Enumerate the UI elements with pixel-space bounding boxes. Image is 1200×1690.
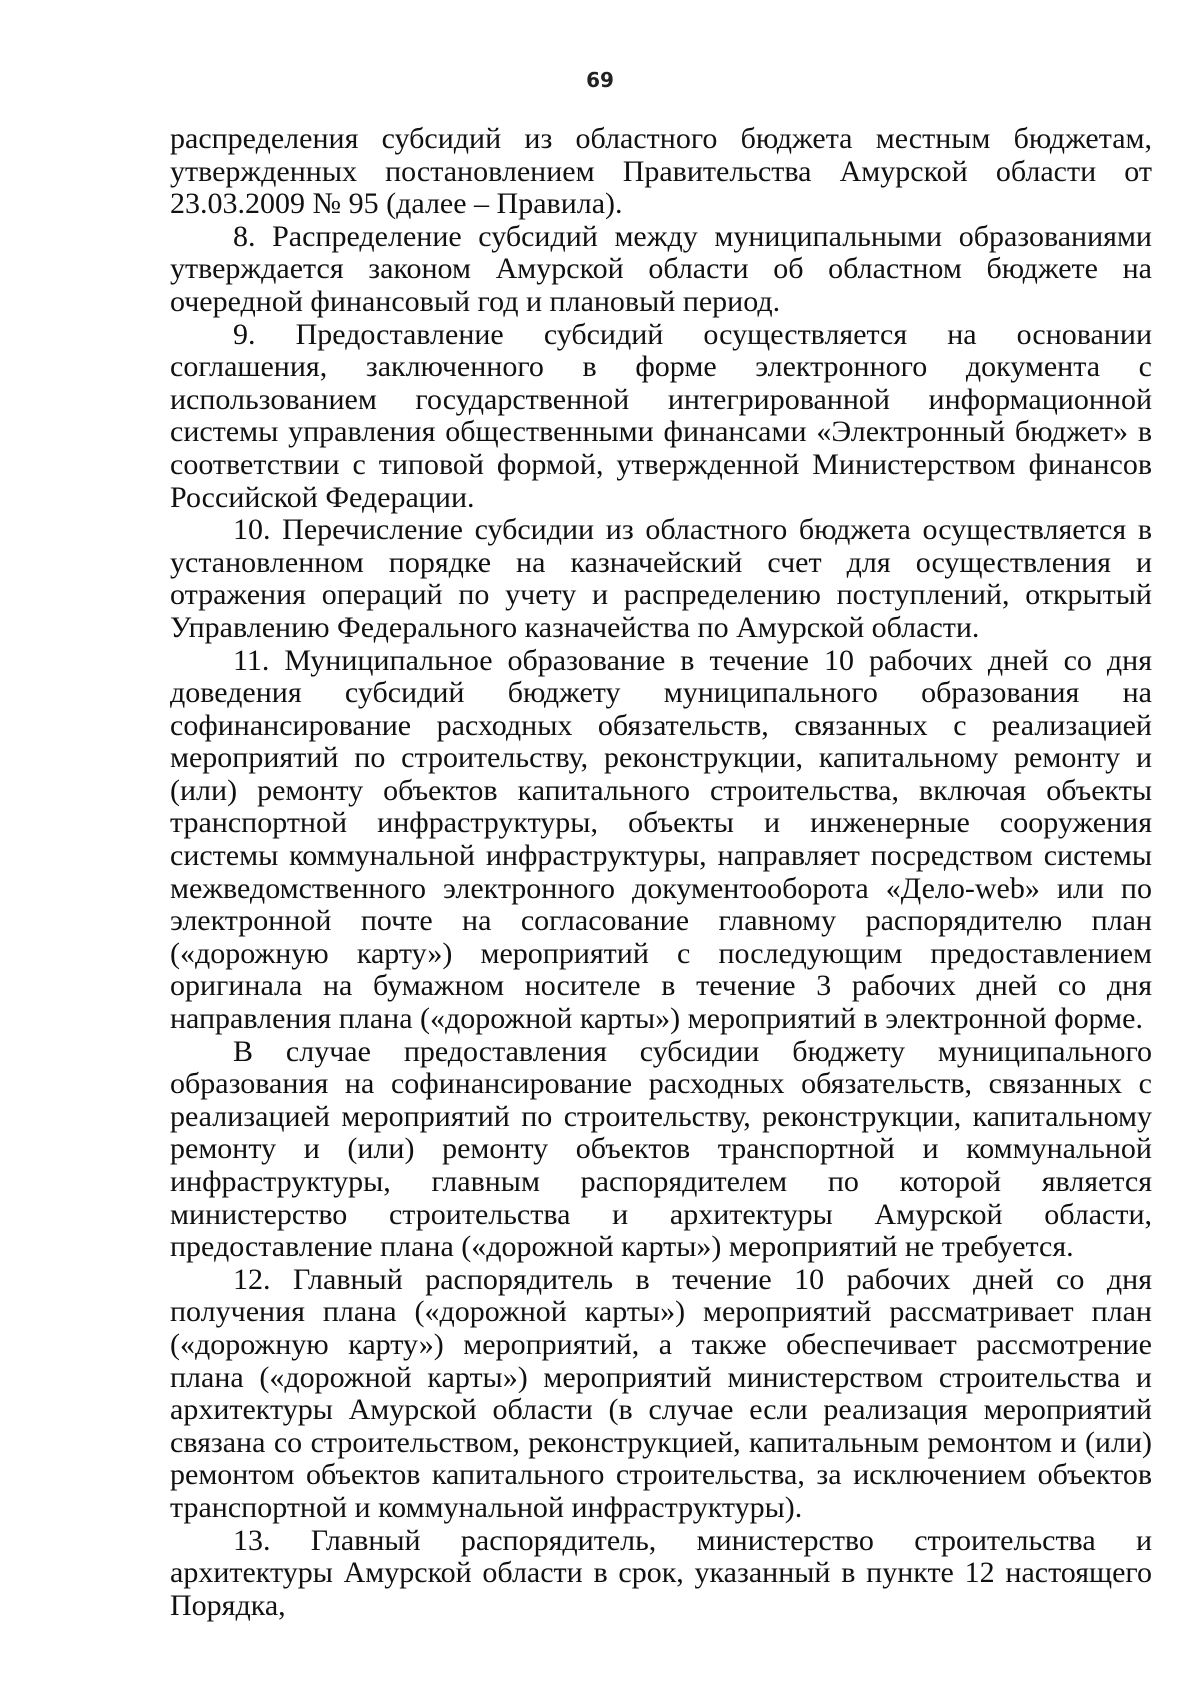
paragraph-continuation: распределения субсидий из областного бюджета местным бюджетам, утвержденных постановлением Правительства Амурской области от 23.03.2009 № 95 (далее – Правила). — [170, 122, 1152, 221]
paragraph-12: 12. Главный распорядитель в течение 10 рабочих дней со дня получения плана («дорожной карты») мероприятий рассматривает план («дорожную карту») мероприятий, а также обеспечивает рассмотрение плана («дорожной карты») мероприятий министерством строительства и архитектуры Амурской области (в случае если реализация мероприятий связана со строительством, реконструкцией, капитальным ремонтом и (или) ремонтом объектов капитального строительства, за исключением объектов транспортной и коммунальной инфраструктуры). — [170, 1262, 1152, 1524]
document-body — [170, 123, 1152, 1622]
paragraph-9: 9. Предоставление субсидий осуществляется на основании соглашения, заключенного в форме электронного документа с использованием государственной интегрированной информационной системы управления общественными финансами «Электронный бюджет» в соответствии с типовой формой, утвержденной Министерством финансов Российской Федерации. — [170, 317, 1152, 514]
paragraph-13: 13. Главный распорядитель, министерство строительства и архитектуры Амурской области в срок, указанный в пункте 12 настоящего Порядка, — [170, 1523, 1152, 1622]
page-number: 69 — [586, 68, 614, 92]
paragraph-8: 8. Распределение субсидий между муниципальными образованиями утверждается законом Амурской области об областном бюджете на очередной финансовый год и плановый период. — [170, 219, 1152, 318]
paragraph-11-exception: В случае предоставления субсидии бюджету муниципального образования на софинансирование расходных обязательств, связанных с реализацией мероприятий по строительству, реконструкции, капитальному ремонту и (или) ремонту объектов транспортной и коммунальной инфраструктуры, главным распорядителем по которой является министерство строительства и архитектуры Амурской области, предоставление плана («дорожной карты») мероприятий не требуется. — [170, 1034, 1152, 1264]
paragraph-10: 10. Перечисление субсидии из областного бюджета осуществляется в установленном порядке на казначейский счет для осуществления и отражения операций по учету и распределению поступлений, открытый Управлению Федерального казначейства по Амурской области. — [170, 513, 1152, 644]
paragraph-11: 11. Муниципальное образование в течение 10 рабочих дней со дня доведения субсидий бюджету муниципального образования на софинансирование расходных обязательств, связанных с реализацией мероприятий по строительству, реконструкции, капитальному ремонту и (или) ремонту объектов капитального строительства, включая объекты транспортной инфраструктуры, объекты и инженерные сооружения системы коммунальной инфраструктуры, направляет посредством системы межведомственного электронного документооборота «Дело-web» или по электронной почте на согласование главному распорядителю план («дорожную карту») мероприятий с последующим предоставлением оригинала на бумажном носителе в течение 3 рабочих дней со дня направления плана («дорожной карты») мероприятий в электронной форме. — [170, 643, 1152, 1036]
